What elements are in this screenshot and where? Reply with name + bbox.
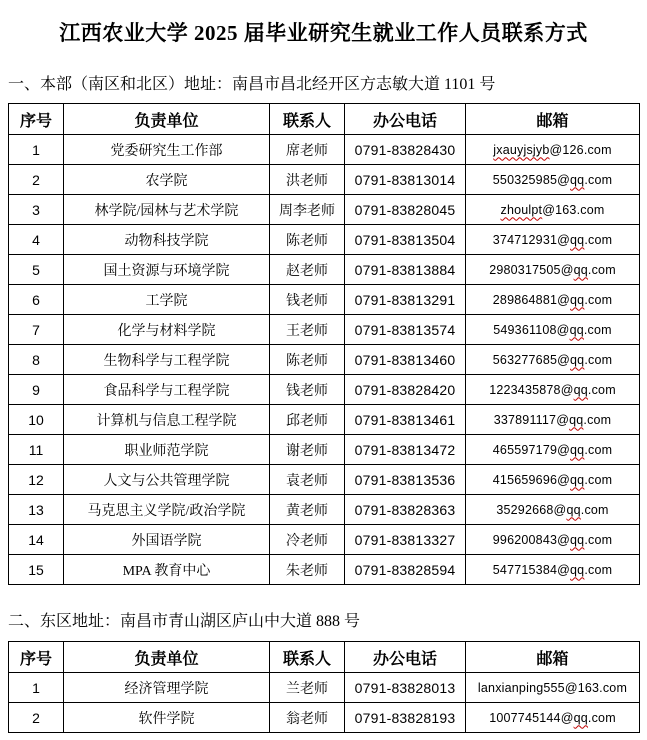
row-number-cell: 3 <box>9 195 64 225</box>
section-main-campus <box>8 74 639 585</box>
row-number-cell: 9 <box>9 375 64 405</box>
table-row <box>9 285 640 315</box>
spellcheck-underlined-text: qq <box>570 232 585 247</box>
unit-cell: 党委研究生工作部 <box>64 135 270 165</box>
email-cell: lanxianping555@163.com <box>466 673 640 703</box>
column-header: 负责单位 <box>64 642 270 673</box>
column-header: 邮箱 <box>466 642 640 673</box>
column-header: 联系人 <box>270 642 345 673</box>
email-cell: 563277685@qq.com <box>466 345 640 375</box>
spellcheck-underlined-text: qq <box>569 412 584 427</box>
contact-cell: 王老师 <box>270 315 345 345</box>
page-title: 江西农业大学 2025 届毕业研究生就业工作人员联系方式 <box>59 21 588 45</box>
table-row <box>9 345 640 375</box>
contact-cell: 赵老师 <box>270 255 345 285</box>
section-east-campus <box>8 611 639 733</box>
unit-cell: 农学院 <box>64 165 270 195</box>
row-number-cell: 4 <box>9 225 64 255</box>
email-cell: 465597179@qq.com <box>466 435 640 465</box>
spellcheck-underlined-text: qq <box>570 442 585 457</box>
column-header: 办公电话 <box>345 104 466 135</box>
row-number-cell: 6 <box>9 285 64 315</box>
contact-table-main-campus <box>8 103 640 585</box>
contact-cell: 陈老师 <box>270 345 345 375</box>
row-number-cell: 12 <box>9 465 64 495</box>
table-row <box>9 195 640 225</box>
phone-cell: 0791-83813291 <box>345 285 466 315</box>
unit-cell: 职业师范学院 <box>64 435 270 465</box>
column-header: 负责单位 <box>64 104 270 135</box>
column-header: 联系人 <box>270 104 345 135</box>
contact-cell: 洪老师 <box>270 165 345 195</box>
phone-cell: 0791-83813461 <box>345 405 466 435</box>
row-number-cell: 1 <box>9 135 64 165</box>
column-header: 序号 <box>9 642 64 673</box>
phone-cell: 0791-83813327 <box>345 525 466 555</box>
phone-cell: 0791-83813884 <box>345 255 466 285</box>
row-number-cell: 10 <box>9 405 64 435</box>
column-header: 办公电话 <box>345 642 466 673</box>
table-row <box>9 225 640 255</box>
contact-cell: 袁老师 <box>270 465 345 495</box>
table-row <box>9 465 640 495</box>
contact-cell: 钱老师 <box>270 285 345 315</box>
contact-cell: 朱老师 <box>270 555 345 585</box>
contact-table-east-campus <box>8 641 640 733</box>
email-cell: 1223435878@qq.com <box>466 375 640 405</box>
spellcheck-underlined-text: qq <box>569 322 584 337</box>
column-header: 序号 <box>9 104 64 135</box>
phone-cell: 0791-83828363 <box>345 495 466 525</box>
unit-cell: 马克思主义学院/政治学院 <box>64 495 270 525</box>
email-cell: 374712931@qq.com <box>466 225 640 255</box>
unit-cell: 经济管理学院 <box>64 673 270 703</box>
spellcheck-underlined-text: zhoulpt <box>500 202 543 217</box>
email-cell: 415659696@qq.com <box>466 465 640 495</box>
phone-cell: 0791-83828420 <box>345 375 466 405</box>
table-row <box>9 525 640 555</box>
phone-cell: 0791-83813460 <box>345 345 466 375</box>
unit-cell: 工学院 <box>64 285 270 315</box>
unit-cell: 人文与公共管理学院 <box>64 465 270 495</box>
table-row <box>9 255 640 285</box>
spellcheck-underlined-text: qq <box>570 532 585 547</box>
phone-cell: 0791-83828013 <box>345 673 466 703</box>
unit-cell: 生物科学与工程学院 <box>64 345 270 375</box>
contact-cell: 周李老师 <box>270 195 345 225</box>
table-row <box>9 555 640 585</box>
email-cell: 35292668@qq.com <box>466 495 640 525</box>
email-cell: 289864881@qq.com <box>466 285 640 315</box>
unit-cell: 动物科技学院 <box>64 225 270 255</box>
section-heading-main-campus: 一、本部（南区和北区）地址：南昌市昌北经开区方志敏大道 1101 号 <box>8 76 496 93</box>
table-row <box>9 315 640 345</box>
spellcheck-underlined-text: qq <box>570 352 585 367</box>
contact-cell: 翁老师 <box>270 703 345 733</box>
contact-cell: 陈老师 <box>270 225 345 255</box>
spellcheck-underlined-text: qq <box>570 562 585 577</box>
section-heading-east-campus: 二、东区地址：南昌市青山湖区庐山中大道 888 号 <box>8 613 361 630</box>
table-row <box>9 405 640 435</box>
contact-cell: 冷老师 <box>270 525 345 555</box>
email-cell: jxauyjsjyb@126.com <box>466 135 640 165</box>
row-number-cell: 11 <box>9 435 64 465</box>
table-row <box>9 165 640 195</box>
phone-cell: 0791-83813504 <box>345 225 466 255</box>
row-number-cell: 5 <box>9 255 64 285</box>
row-number-cell: 1 <box>9 673 64 703</box>
unit-cell: 计算机与信息工程学院 <box>64 405 270 435</box>
email-cell: zhoulpt@163.com <box>466 195 640 225</box>
row-number-cell: 2 <box>9 703 64 733</box>
email-cell: 2980317505@qq.com <box>466 255 640 285</box>
spellcheck-underlined-text: qq <box>573 262 588 277</box>
row-number-cell: 7 <box>9 315 64 345</box>
phone-cell: 0791-83828193 <box>345 703 466 733</box>
row-number-cell: 8 <box>9 345 64 375</box>
phone-cell: 0791-83828430 <box>345 135 466 165</box>
spellcheck-underlined-text: jxauyjsjyb <box>493 142 550 157</box>
table-row <box>9 435 640 465</box>
contact-cell: 邱老师 <box>270 405 345 435</box>
contact-cell: 黄老师 <box>270 495 345 525</box>
unit-cell: 林学院/园林与艺术学院 <box>64 195 270 225</box>
row-number-cell: 14 <box>9 525 64 555</box>
unit-cell: 外国语学院 <box>64 525 270 555</box>
header-row <box>9 642 640 673</box>
email-cell: 547715384@qq.com <box>466 555 640 585</box>
phone-cell: 0791-83828594 <box>345 555 466 585</box>
row-number-cell: 13 <box>9 495 64 525</box>
contact-cell: 席老师 <box>270 135 345 165</box>
spellcheck-underlined-text: qq <box>566 502 581 517</box>
phone-cell: 0791-83813536 <box>345 465 466 495</box>
row-number-cell: 2 <box>9 165 64 195</box>
column-header: 邮箱 <box>466 104 640 135</box>
email-cell: 549361108@qq.com <box>466 315 640 345</box>
table-row <box>9 703 640 733</box>
unit-cell: 软件学院 <box>64 703 270 733</box>
contact-cell: 兰老师 <box>270 673 345 703</box>
table-row <box>9 495 640 525</box>
email-cell: 1007745144@qq.com <box>466 703 640 733</box>
header-row <box>9 104 640 135</box>
spellcheck-underlined-text: qq <box>573 382 588 397</box>
phone-cell: 0791-83813014 <box>345 165 466 195</box>
spellcheck-underlined-text: qq <box>570 472 585 487</box>
row-number-cell: 15 <box>9 555 64 585</box>
table-row <box>9 673 640 703</box>
unit-cell: MPA 教育中心 <box>64 555 270 585</box>
phone-cell: 0791-83813472 <box>345 435 466 465</box>
contact-cell: 谢老师 <box>270 435 345 465</box>
unit-cell: 化学与材料学院 <box>64 315 270 345</box>
email-cell: 337891117@qq.com <box>466 405 640 435</box>
phone-cell: 0791-83813574 <box>345 315 466 345</box>
spellcheck-underlined-text: qq <box>570 172 585 187</box>
unit-cell: 国土资源与环境学院 <box>64 255 270 285</box>
spellcheck-underlined-text: qq <box>573 710 588 725</box>
contact-cell: 钱老师 <box>270 375 345 405</box>
phone-cell: 0791-83828045 <box>345 195 466 225</box>
unit-cell: 食品科学与工程学院 <box>64 375 270 405</box>
email-cell: 996200843@qq.com <box>466 525 640 555</box>
email-cell: 550325985@qq.com <box>466 165 640 195</box>
table-row <box>9 375 640 405</box>
spellcheck-underlined-text: qq <box>570 292 585 307</box>
table-row <box>9 135 640 165</box>
